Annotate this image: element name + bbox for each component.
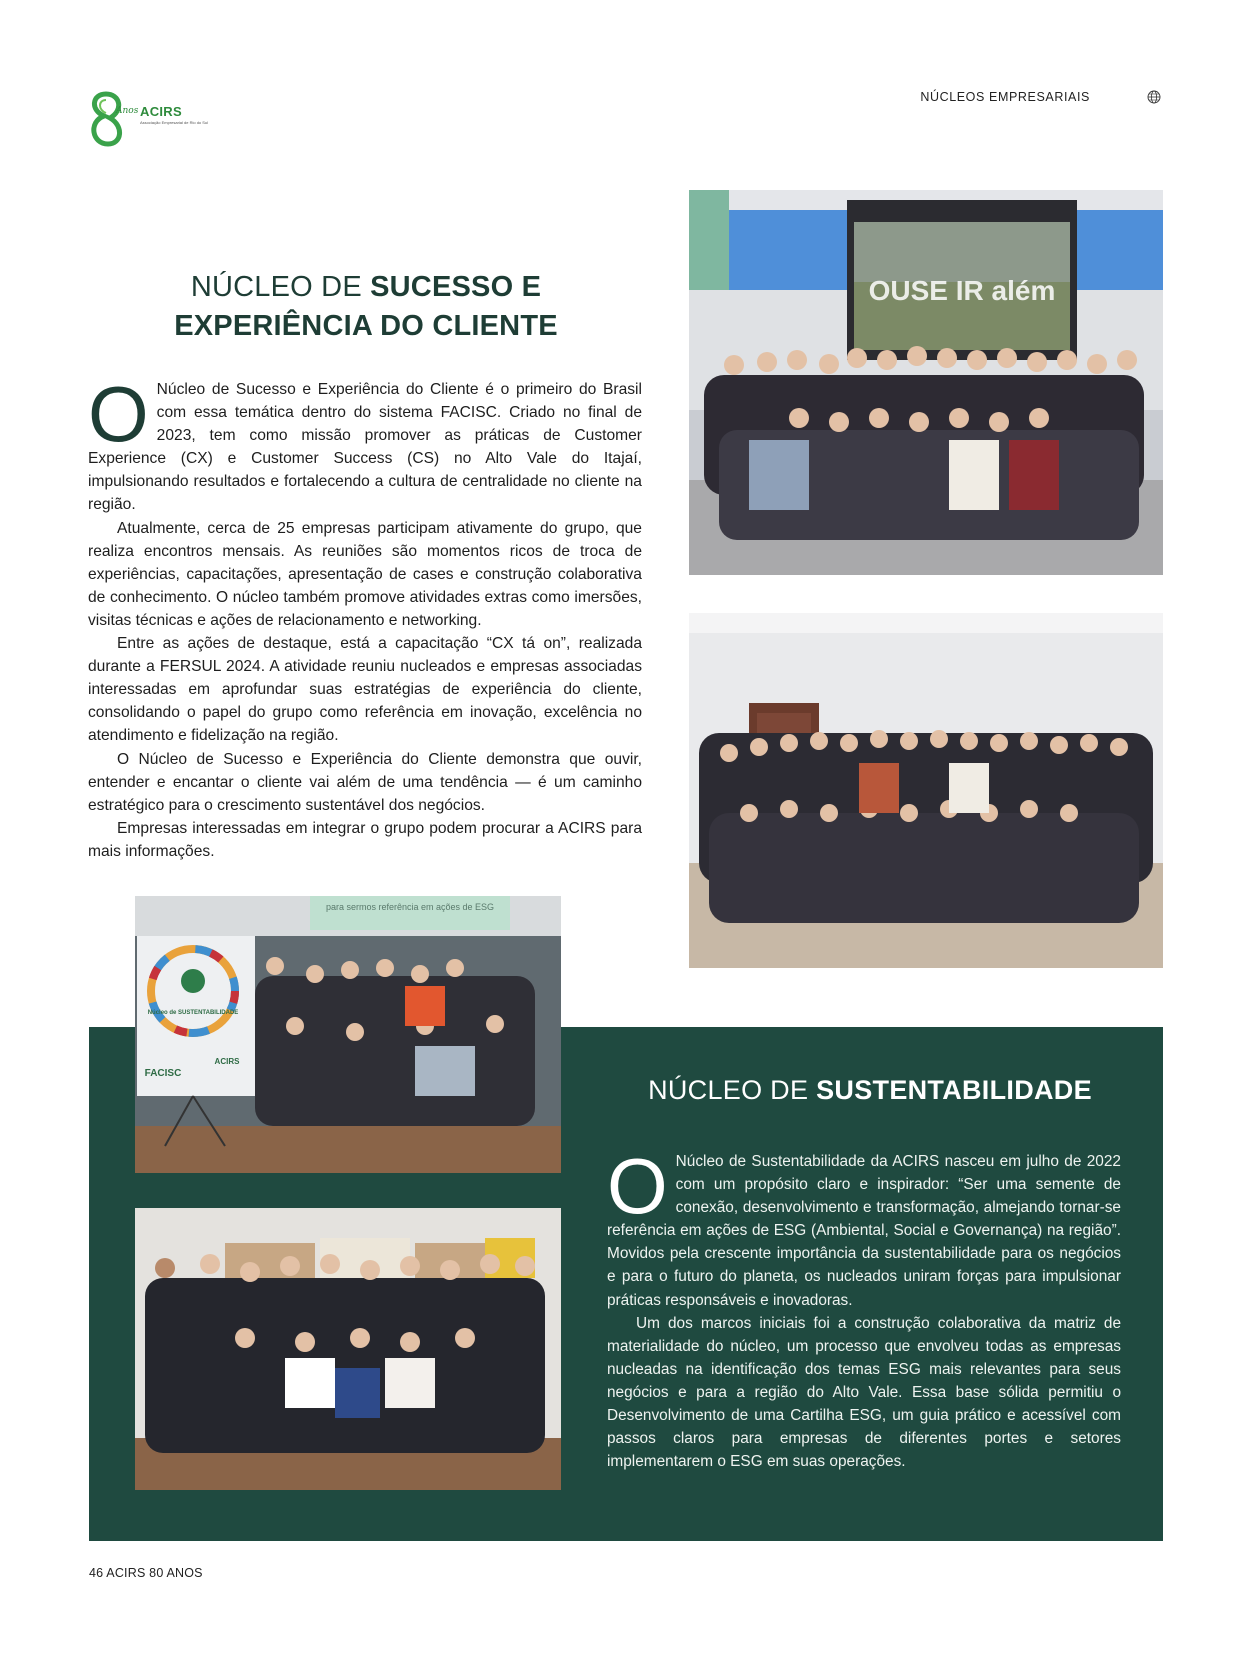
- article-2-title-regular: NÚCLEO DE: [648, 1075, 817, 1105]
- article-1-title-bold-2: EXPERIÊNCIA DO CLIENTE: [174, 310, 558, 342]
- photo-3-banner-logo-right: ACIRS: [214, 1057, 240, 1066]
- logo-years-text: Anos: [116, 106, 139, 116]
- globe-icon: [1147, 90, 1161, 104]
- photo-3-banner-logo-left: FACISC: [144, 1068, 182, 1079]
- article-1-paragraph: Entre as ações de destaque, está a capacitação “CX tá on”, realizada durante a FERSUL 2024. A atividade reuniu nucleados e empresas associadas interessadas em aprofundar suas estratégias de experiência do cliente, consolidando o papel do grupo como referência em inovação, excelência no atendimento e fidelização na região.: [88, 635, 642, 745]
- logo-subtitle: Associação Empresarial de Rio do Sul: [140, 120, 209, 125]
- photo-3-screen-text: para sermos referência em ações de ESG: [325, 902, 495, 912]
- article-2-body: [607, 1142, 1121, 1473]
- article-2-title-bold: SUSTENTABILIDADE: [816, 1075, 1092, 1105]
- page-footer: 46 ACIRS 80 ANOS: [89, 1566, 203, 1580]
- article-1-paragraph-text: Núcleo de Sucesso e Experiência do Cliente é o primeiro do Brasil com essa temática dentro do sistema FACISC. Criado no final de 2023, tem como missão promover as práticas de Customer Experience (CX) e Customer Success (CS) no Alto Vale do Itajaí, impulsionando resultados e fortalecendo a cultura de centralidade no cliente na região.: [88, 381, 642, 514]
- photo-1-screen-text: OUSE IR além: [868, 275, 1056, 306]
- photo-3-banner-title: Núcleo de SUSTENTABILIDADE: [147, 1010, 239, 1016]
- section-label: NÚCLEOS EMPRESARIAIS: [920, 90, 1090, 104]
- article-2-paragraph-text: Núcleo de Sustentabilidade da ACIRS nasceu em julho de 2022 com um propósito claro e inspirador: “Ser uma semente de conexão, desenvolvimento e transformação, almejando tornar-se referência em ações de ESG (Ambiental, Social e Governança) na região”. Movidos pela crescente importância da sustentabilidade para os negócios e para o futuro do planeta, os nucleados uniram forças para impulsionar práticas responsáveis e inovadoras.: [607, 1153, 1121, 1309]
- article-1-paragraph: Empresas interessadas em integrar o grupo podem procurar a ACIRS para mais informações.: [88, 819, 642, 860]
- article-2-paragraph: [607, 1142, 1121, 1312]
- article-1-paragraph: O Núcleo de Sucesso e Experiência do Cliente demonstra que ouvir, entender e encantar o cliente vai além de uma tendência — é um caminho estratégico para o crescimento sustentável dos negócios.: [88, 750, 642, 814]
- article-1-paragraph: Atualmente, cerca de 25 empresas participam ativamente do grupo, que realiza encontros mensais. As reuniões são momentos ricos de troca de experiências, capacitações, apresentação de cases e construção colaborativa de conhecimento. O núcleo também promove atividades extras como imersões, visitas técnicas e ações de relacionamento e networking.: [88, 519, 642, 629]
- group-photo-sustainability-meeting: [135, 1208, 561, 1490]
- logo-acirs-text: ACIRS: [140, 104, 182, 119]
- article-1-body: [88, 370, 642, 863]
- article-1-title-bold-1: SUCESSO E: [370, 271, 542, 303]
- article-1-paragraph: [88, 370, 642, 517]
- eighty-years-logo-mark: [86, 88, 140, 148]
- group-photo-cx-meeting: [689, 613, 1163, 968]
- article-2-title: [600, 1072, 1140, 1108]
- acirs-80-anos-logo: [86, 88, 209, 148]
- group-photo-cx-presentation: [689, 190, 1163, 575]
- article-2-paragraph: Um dos marcos iniciais foi a construção colaborativa da matriz de materialidade do núcleo, um processo que envolveu todas as empresas nucleadas na identificação dos temas ESG mais relevantes para seus negócios e para a região do Alto Vale. Essa base sólida permitiu o Desenvolvimento de uma Cartilha ESG, um guia prático e acessível com passos claros para empresas de diferentes portes e setores implementarem o ESG em suas operações.: [607, 1314, 1121, 1471]
- article-1-title-regular: NÚCLEO DE: [190, 271, 371, 303]
- article-1-title: [88, 268, 644, 346]
- article-1-dropcap: O: [88, 370, 149, 458]
- group-photo-sustainability-banner: [135, 896, 561, 1173]
- article-2-dropcap: O: [607, 1142, 668, 1230]
